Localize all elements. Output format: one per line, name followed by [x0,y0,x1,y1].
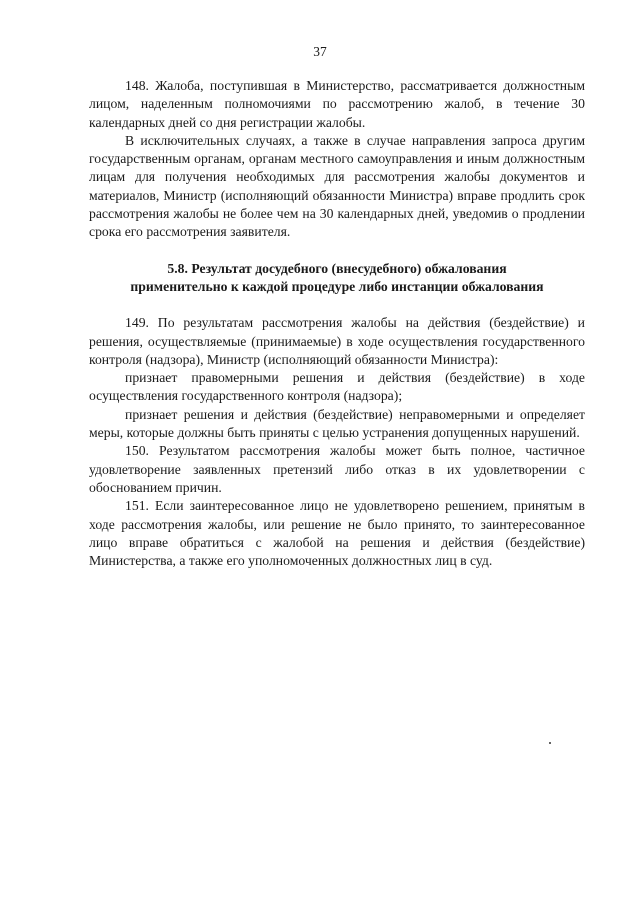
paragraph-exceptional-cases: В исключительных случаях, а также в случае направления запроса другим государственным органам, органам местного самоуправления и иным должностным лицам для получения необходимых для рассмотрения жалобы документов и материалов, Министр (исполняющий обязанности Министра) вправе продлить срок рассмотрения жалобы не более чем на 30 календарных дней, уведомив о продлении срока его рассмотрения заявителя. [89,132,585,240]
scan-dot-mark [549,742,551,744]
section-heading-5-8 [89,260,585,297]
paragraph-149-option-lawful: признает правомерными решения и действия (бездействие) в ходе осуществления государственного контроля (надзора); [89,370,585,404]
paragraph-149-option-unlawful: признает решения и действия (бездействие) неправомерными и определяет меры, которые должны быть приняты с целью устранения допущенных нарушений. [89,406,585,441]
paragraph-150: 150. Результатом рассмотрения жалобы может быть полное, частичное удовлетворение заявленных претензий либо отказ в их удовлетворении с обоснованием причин. [89,443,585,495]
paragraph-148: 148. Жалоба, поступившая в Министерство, рассматривается должностным лицом, наделенным полномочиями по рассмотрению жалоб, в течение 30 календарных дней со дня регистрации жалобы. [89,78,585,130]
section-heading-line-1: 5.8. Результат досудебного (внесудебного) обжалования [167,260,507,276]
page-number: 37 [313,44,327,59]
section-heading-line-2: применительно к каждой процедуре либо инстанции обжалования [130,278,544,294]
paragraph-149: 149. По результатам рассмотрения жалобы на действия (бездействие) и решения, осуществляемые (принимаемые) в ходе осуществления государственного контроля (надзора), Министр (исполняющий обязанности Министра): [89,315,585,367]
paragraph-151: 151. Если заинтересованное лицо не удовлетворено решением, принятым в ходе рассмотрения жалобы, или решение не было принято, то заинтересованное лицо вправе обратиться с жалобой на решения и действия (бездействие) Министерства, а также его уполномоченных должностных лиц в суд. [89,498,585,569]
document-body [89,77,585,570]
